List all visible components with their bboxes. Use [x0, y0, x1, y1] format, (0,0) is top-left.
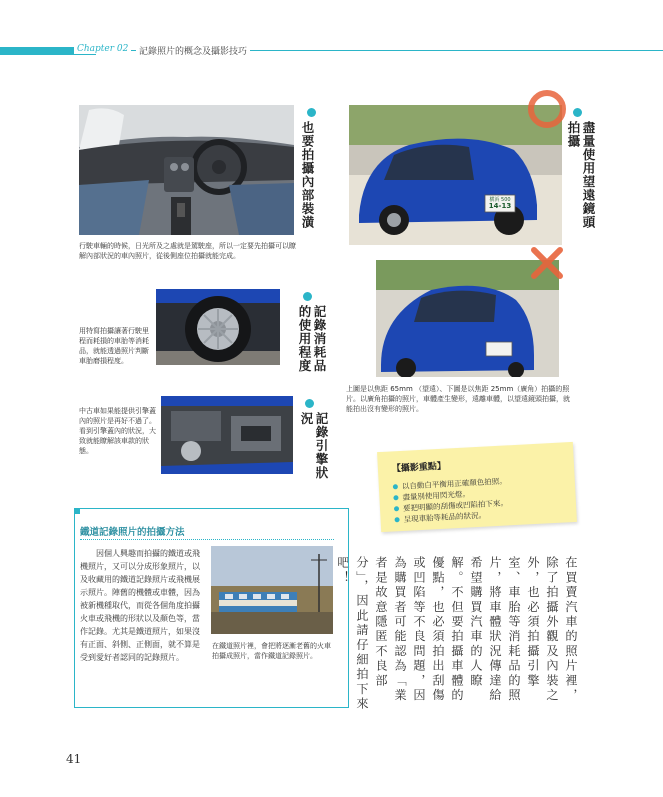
bullet-icon [394, 517, 399, 522]
chapter-title: 記錄照片的概念及攝影技巧 [136, 44, 250, 57]
interior-caption: 行駛車輛的時候，日光所及之處就是駕駛座，所以一定要先拍攝可以瞭解內部狀況的車內照片，從後側座位拍攝就能完成。 [79, 242, 296, 260]
tips-item: 盡量別使用閃光燈。 [393, 486, 507, 503]
interior-heading: 也要拍攝內部裝潢 [300, 121, 315, 229]
interior-photo [79, 105, 294, 235]
bullet-icon [393, 484, 398, 489]
tire-photo [156, 289, 280, 365]
bad-mark-cross [530, 246, 564, 280]
tips-item: 以自動白平衡用正確顏色拍照。 [393, 475, 507, 492]
telephoto-car-photo [349, 105, 562, 245]
section-bullet [305, 399, 314, 408]
bullet-icon [394, 506, 399, 511]
tips-list [393, 475, 509, 525]
good-mark-circle [528, 90, 566, 128]
railway-title-rule [80, 539, 334, 540]
telephoto-heading: 盡量使用望遠鏡頭拍攝 [566, 121, 596, 229]
engine-photo [161, 396, 293, 474]
tips-item: 呈現車胎等耗品的狀況。 [394, 508, 508, 525]
railway-caption: 在鐵道照片裡，會把將逐漸老舊的火車拍攝成照片，當作鐵道記錄照片。 [212, 642, 331, 660]
tips-note [377, 442, 577, 532]
license-plate [485, 197, 515, 209]
section-bullet [573, 108, 582, 117]
page-number: 41 [66, 752, 82, 766]
section-bullet [303, 292, 312, 301]
body-text: 在買賣汽車的照片裡，除了拍攝外觀及內裝之外，也必須拍攝引擎室、車胎等消耗品的照片，將車體狀況傳達給希望購買汽車的人瞭解。不但要拍攝車體的優點，也必須拍出刮傷或凹陷等不良問題，因為購買者可能認為「業者是故意隱匿不良部分」，因此請仔細拍下來吧！ [336, 556, 578, 712]
tips-title: 【攝影重點】 [391, 461, 447, 475]
train-photo [211, 546, 333, 634]
engine-heading: 記錄引擎狀況 [299, 412, 329, 480]
plate-number: 14-13 [488, 202, 512, 210]
consumables-caption: 用特寫拍攝讓著行駛里程而耗損的車胎等消耗品，就能透過照片判斷車胎磨損程度。 [79, 327, 149, 365]
tips-item: 要把明顯的刮傷或凹陷拍下來。 [394, 497, 508, 514]
section-bullet [307, 108, 316, 117]
telephoto-caption: 上圖是以焦距 65mm （望遠）、下圖是以焦距 25mm（廣角）拍攝的照片。以廣角拍攝的照片，車體產生變形，遠離車體，以望遠鏡頭拍攝，就能拍出沒有變形的照片。 [346, 385, 570, 413]
railway-title: 鐵道記錄照片的拍攝方法 [80, 527, 185, 538]
box-corner [74, 508, 80, 514]
plate-region: 横浜 500 [489, 197, 511, 203]
bullet-icon [393, 495, 398, 500]
consumables-heading: 記錄消耗品的使用程度 [297, 305, 327, 373]
railway-body: 因個人興趣而拍攝的鐵道或飛機照片，又可以分成形象照片，以及收藏用的鐵道記錄照片或飛機展示照片。陣舊的機體或車體，因為被新機種取代，而從各個角度拍攝火車或飛機的形狀以及顏色等，當作記錄。尤其是鐵道照片，如果沒有正面、斜側、正側面，就不算是受到愛好者認同的記錄照片。 [80, 549, 200, 662]
engine-caption: 中古車如果能提供引擎蓋內的照片是再好不過了。看到引擎蓋內的狀況，大致就能瞭解該車款的狀態。 [79, 407, 156, 455]
chapter-label: Chapter 02 [74, 44, 131, 54]
